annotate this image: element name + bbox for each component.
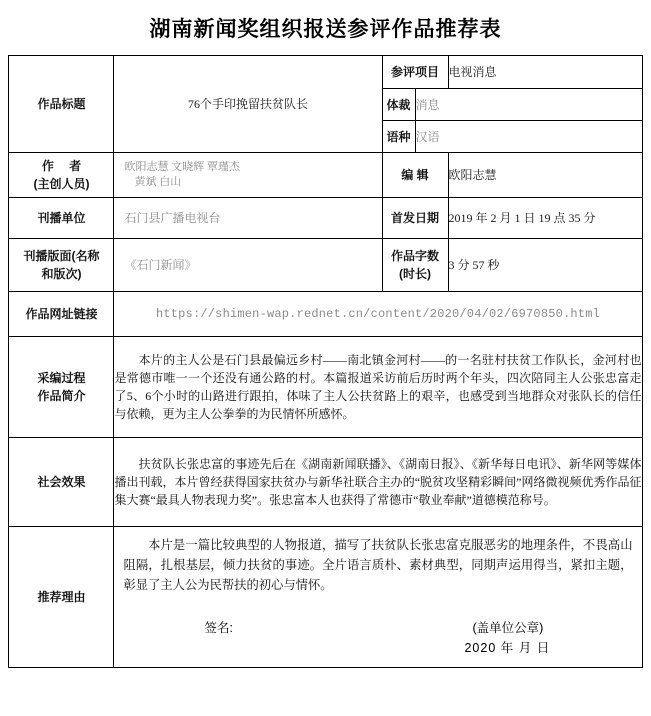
genre-value: 消息 — [415, 89, 642, 121]
first-air-date-value: 2019 年 2 月 1 日 19 点 35 分 — [448, 198, 642, 239]
broadcast-unit-label: 刊播单位 — [9, 198, 114, 239]
edition-label-line2: 和版次) — [41, 267, 82, 281]
language-value: 汉语 — [415, 121, 642, 153]
reason-label: 推荐理由 — [9, 527, 114, 668]
date-label: 2020 年 月 日 — [464, 641, 551, 655]
author-value — [114, 153, 382, 198]
table-row-url — [9, 292, 642, 337]
process-label-line2: 作品简介 — [37, 389, 86, 403]
table-row-work-title — [9, 56, 642, 89]
table-row-authors — [9, 153, 642, 198]
seal-label: (盖单位公章) — [472, 621, 544, 635]
social-effect-label: 社会效果 — [9, 438, 114, 527]
table-row-social-effect — [9, 438, 642, 527]
process-label-line1: 采编过程 — [37, 371, 86, 385]
language-label: 语种 — [382, 121, 415, 153]
recommendation-form-table — [8, 55, 642, 668]
wordcount-label-line1: 作品字数 — [391, 249, 440, 263]
work-title-value: 76个手印挽留扶贫队长 — [114, 56, 382, 153]
table-row-process — [9, 337, 642, 438]
url-label: 作品网址链接 — [9, 292, 114, 337]
wordcount-label — [382, 239, 448, 292]
author-label-line1: 作 者 — [41, 159, 88, 173]
editor-label: 编 辑 — [382, 153, 448, 198]
author-label — [9, 153, 114, 198]
social-effect-value: 扶贫队长张忠富的事迹先后在《湖南新闻联播》、《湖南日报》、《新华每日电讯》、新华网等媒体播出刊载，本片曾经获得国家扶贫办与新华社联合主办的“脱贫攻坚精彩瞬间”网络微视频优秀作品征集大赛“最具人物表现力奖”。张忠富本人也获得了常德市“敬业奉献”道德模范称号。 — [114, 438, 642, 527]
broadcast-unit-value: 石门县广播电视台 — [114, 198, 382, 239]
edition-label — [9, 239, 114, 292]
first-air-date-label: 首发日期 — [382, 198, 448, 239]
table-row-reason — [9, 527, 642, 668]
edition-label-line1: 刊播版面(名称 — [23, 249, 100, 263]
process-label — [9, 337, 114, 438]
signature-block — [114, 607, 641, 665]
reason-value: 本片是一篇比较典型的人物报道，描写了扶贫队长张忠富克服恶劣的地理条件，不畏高山阻隔，扎根基层，倾力扶贫的事迹。全片语言质朴、素材典型，同期声运用得当，紧扣主题，彰显了主人公为民帮扶的初心与情怀。 — [123, 538, 633, 592]
author-value-line2: 黄斌 白山 — [134, 176, 182, 188]
work-title-label: 作品标题 — [9, 56, 114, 153]
wordcount-value: 3 分 57 秒 — [448, 239, 642, 292]
edition-value: 《石门新闻》 — [114, 239, 382, 292]
category-label: 参评项目 — [382, 56, 448, 89]
author-value-line1: 欧阳志慧 文晓辉 覃瑾杰 — [124, 161, 240, 174]
signature-label: 签名: — [204, 621, 233, 635]
url-value[interactable]: https://shimen-wap.rednet.cn/content/2020/04/02/6970850.html — [114, 292, 642, 337]
reason-cell — [114, 527, 642, 668]
category-value: 电视消息 — [448, 56, 642, 89]
page-title: 湖南新闻奖组织报送参评作品推荐表 — [149, 18, 502, 41]
genre-label: 体裁 — [382, 89, 415, 121]
table-row-edition — [9, 239, 642, 292]
process-value: 本片的主人公是石门县最偏远乡村——南北镇金河村——的一名驻村扶贫工作队长，金河村也是常德市唯一一个还没有通公路的村。本篇报道采访前后历时两个年头，四次陪同主人公张忠富走了5、6个小时的山路进行跟拍，体味了主人公扶贫路上的艰辛，也感受到当地群众对张队长的信任与依赖，更为主人公拳拳的为民情怀所感怀。 — [114, 337, 642, 438]
table-row-broadcast-unit — [9, 198, 642, 239]
wordcount-label-line2: (时长) — [399, 267, 431, 281]
editor-value: 欧阳志慧 — [448, 153, 642, 198]
author-label-line2: (主创人员) — [33, 177, 90, 191]
